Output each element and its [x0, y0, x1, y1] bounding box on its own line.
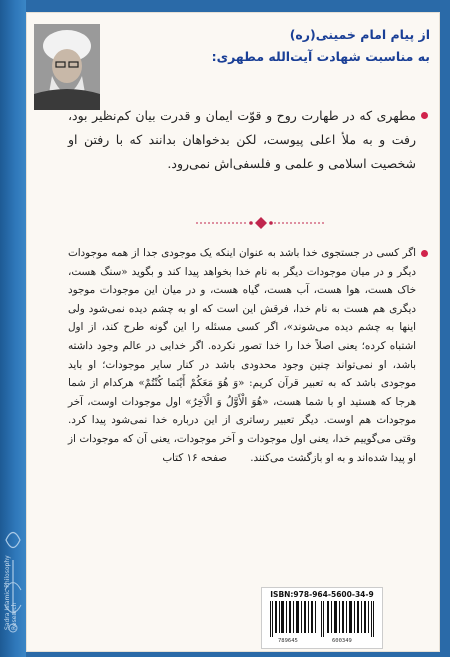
- barcode-right-digits: 600349: [332, 638, 352, 644]
- barcode-left-digits: 789645: [278, 638, 298, 644]
- book-excerpt: [68, 244, 416, 467]
- barcode-bars: [270, 601, 374, 637]
- excerpt-source: صفحه ۱۶ کتاب: [162, 451, 227, 464]
- barcode: [261, 587, 383, 649]
- portrait-image: [34, 24, 100, 110]
- heading-line-2: به مناسبت شهادت آیت‌الله مطهری:: [211, 49, 430, 64]
- isbn-number: ISBN:978-964-5600-34-9: [270, 590, 374, 599]
- bullet-icon: [421, 112, 428, 119]
- bullet-icon: [421, 250, 428, 257]
- imam-quote: مطهری که در طهارت روح و قوّت ایمان و قدرت بیان کم‌نظیر بود، رفت و به ملأ اعلی پیوست، لکن بدخواهان بدانند که با رفتن او شخصیت اسلامی و علمی و فلسفی‌اش نمی‌رود.: [68, 108, 416, 171]
- spine-band: [0, 0, 26, 657]
- heading-line-1: از پیام امام خمینی(ره): [289, 27, 430, 42]
- ornamental-divider: [196, 217, 326, 229]
- spine-caption: Sadra Islamic Philosophy Research: [4, 555, 18, 630]
- excerpt-text: اگر کسی در جستجوی خدا باشد به عنوان اینکه یک موجودی جدا از همه موجودات دیگر و در میان موجودات دیگر به نام خدا بخواهد پیدا کند و بگوید «سنگ هست، خاک هست، هوا هست، آب هست، گیاه هست، و در میان این موجودات موجود دیگری هم هست به نام خدا، فرقش این است که او به چشم دیده نمی‌شود ولی اینها به چشم دیده می‌شوند»، اگر کسی مسئله را این گونه طرح کند، از اول اشتباه کرده؛ یعنی اصلاً خدا را خدا تصور نکرده. اگر خدایی در عالم وجود داشته باشد، او نمی‌تواند چنین وجود محدودی باشد در کنار سایر موجودات؛ او باید موجودی باشد که به تعبیر قرآن کریم: «وَ هُوَ مَعَكُمْ أَيْنَما كُنْتُمْ» هرکدام از شما هرجا که هستید او با شما هست، «هُوَ الْأَوَّلُ وَ الْآخِرُ» اول موجودات اوست، آخر موجودات هم اوست. دیگر تعبیر رساتری از این درباره خدا نمی‌شود پیدا کرد. وقتی می‌گوییم خدا، یعنی اول موجودات و آخر موجودات، یعنی آن که موجودات از او پیدا شده‌اند و به او بازگشت می‌کنند.: [68, 247, 416, 464]
- back-cover: [26, 12, 440, 652]
- quote-heading: [120, 24, 430, 68]
- author-portrait: [34, 24, 100, 110]
